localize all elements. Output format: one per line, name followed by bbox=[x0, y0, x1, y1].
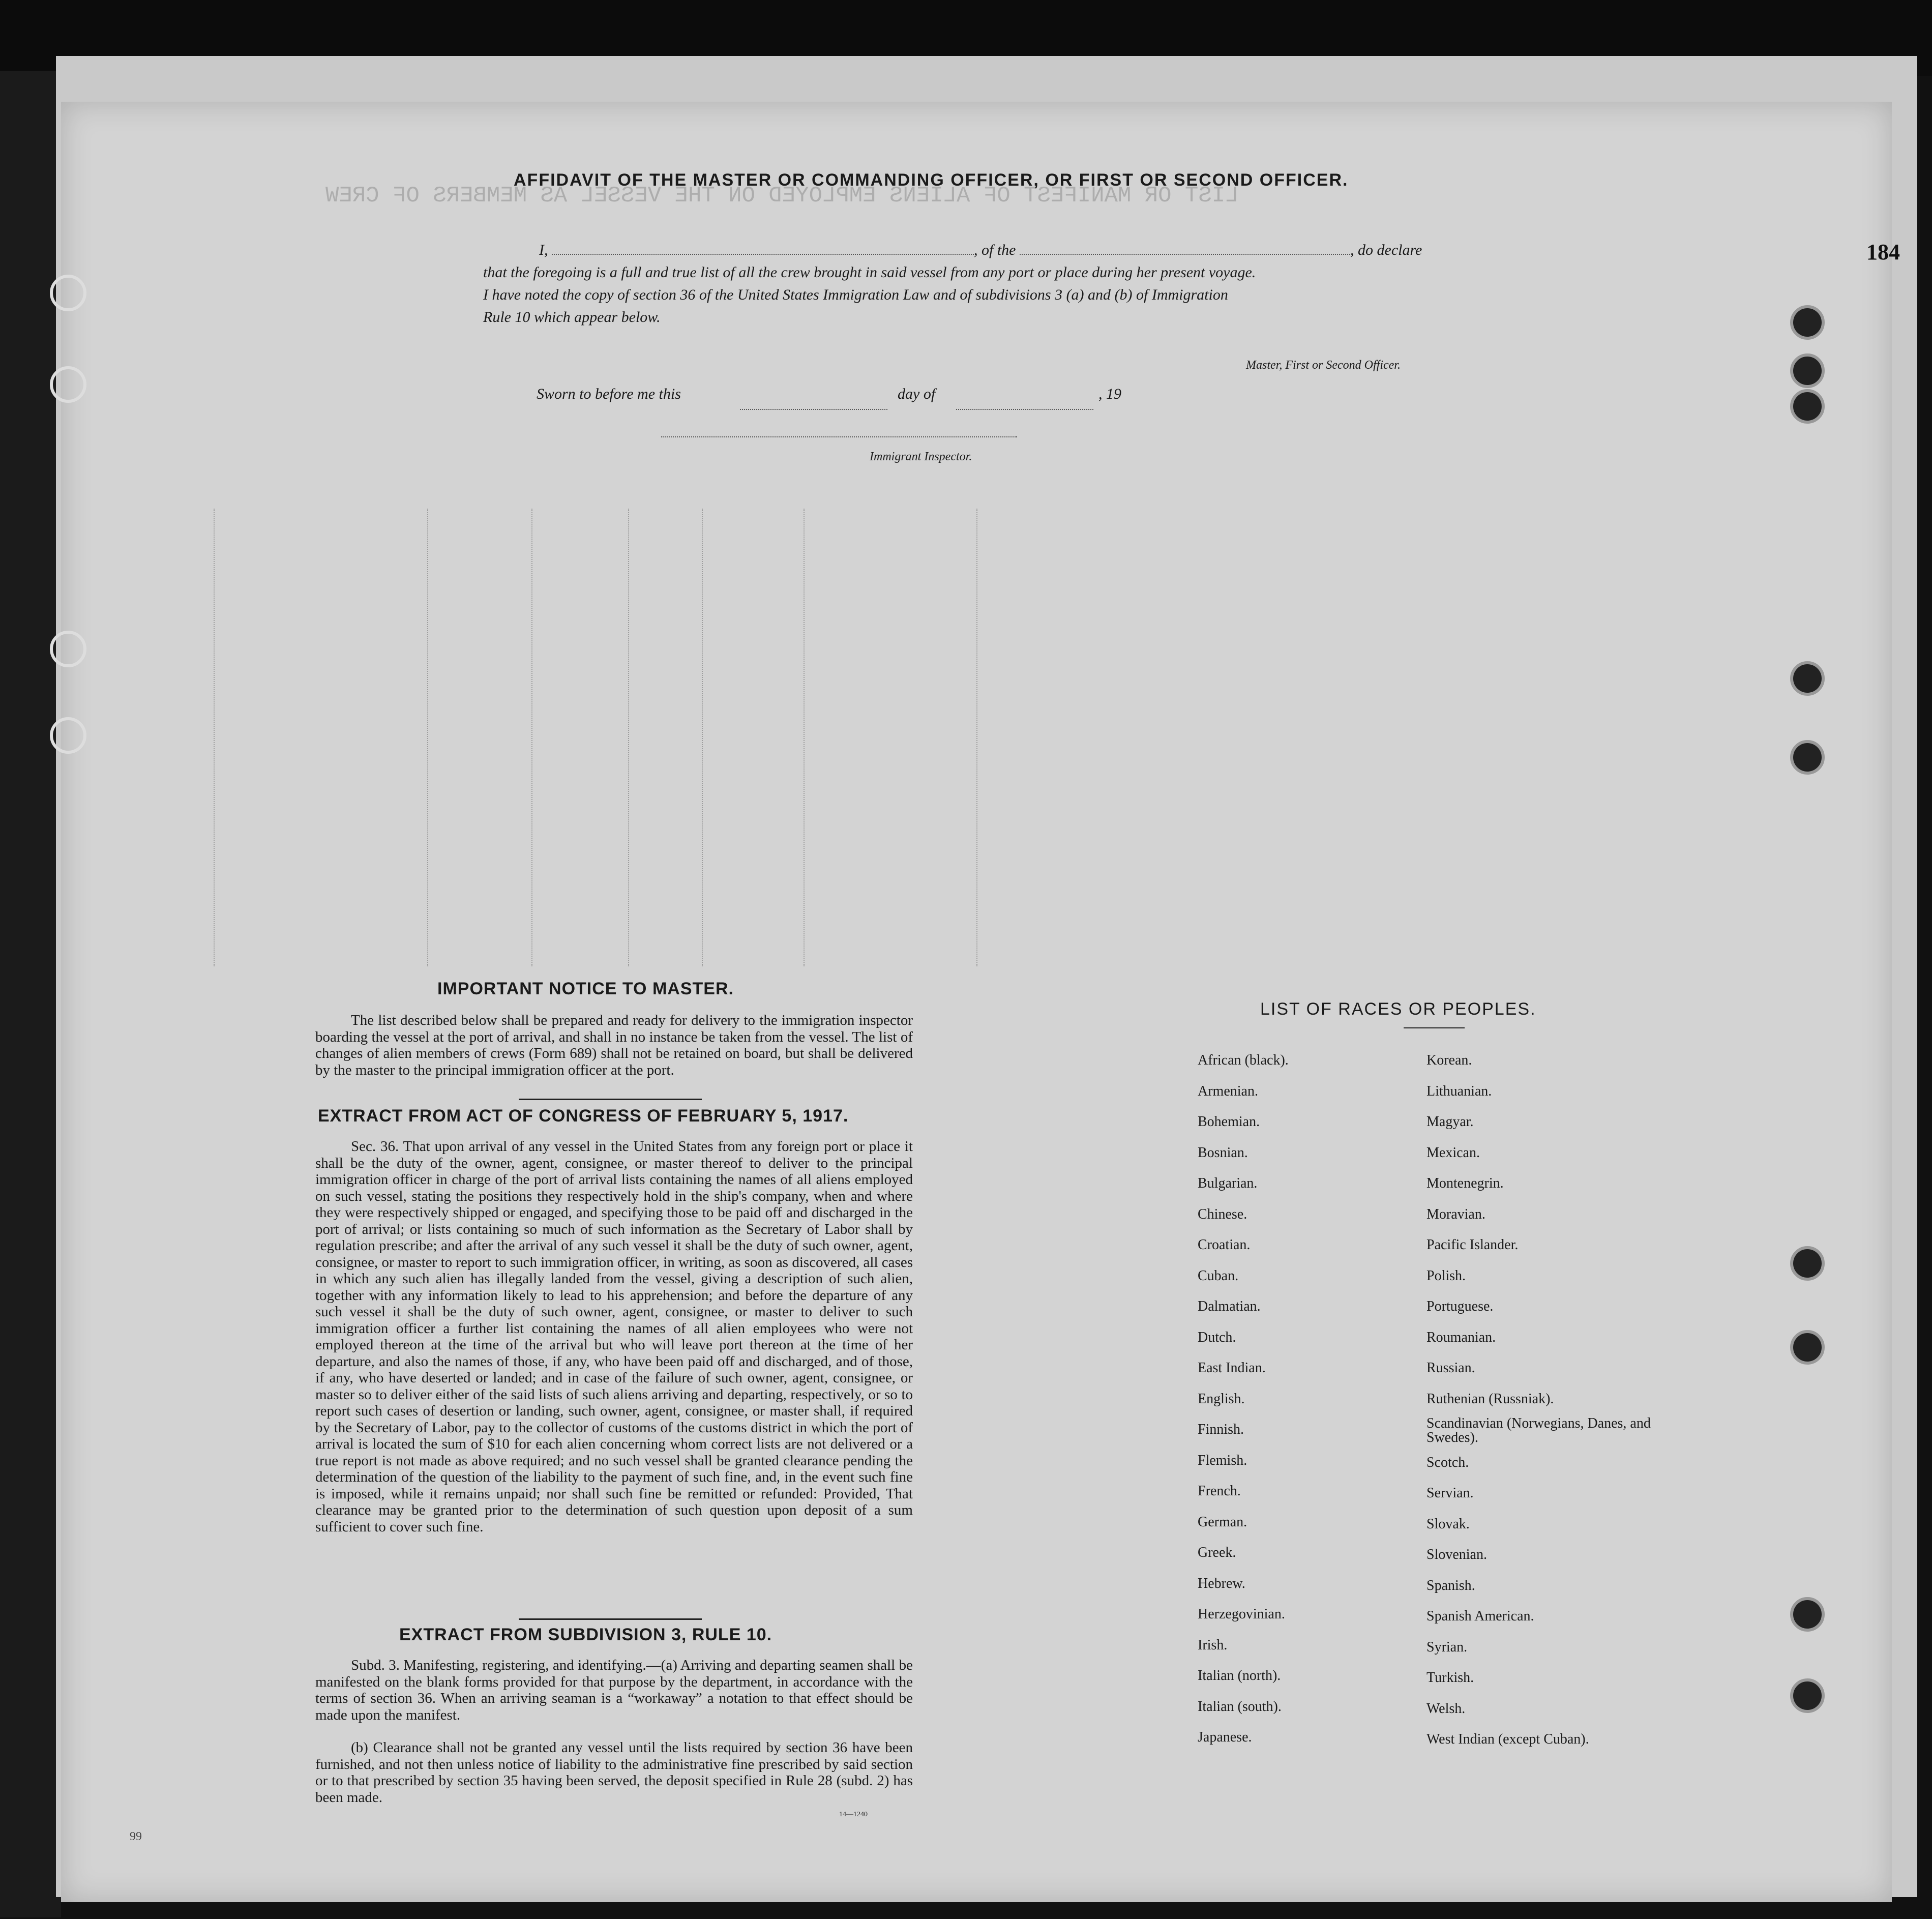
race-item: Scotch. bbox=[1426, 1454, 1469, 1470]
punch-hole bbox=[1790, 353, 1825, 388]
binder-hole bbox=[50, 366, 86, 403]
handwritten-mark: 99 bbox=[130, 1830, 142, 1843]
race-item: Chinese. bbox=[1198, 1206, 1247, 1222]
punch-hole bbox=[1790, 661, 1825, 696]
race-item: Spanish American. bbox=[1426, 1608, 1534, 1624]
race-item: Slovak. bbox=[1426, 1516, 1470, 1532]
bleed-through-text: LIST OR MANIFEST OF ALIENS EMPLOYED ON THE VESSEL AS MEMBERS OF CREW bbox=[325, 183, 1239, 209]
rule-extract-text-a: Subd. 3. Manifesting, registering, and identifying.—(a) Arriving and departing seamen shall be manifested on the blank forms provided for that purpose by the department, in accordance with the terms of section 36. When an arriving seaman is a “workaway” a notation to that effect should be made upon the manifest. bbox=[315, 1657, 913, 1723]
scan-left-edge bbox=[0, 71, 61, 1917]
races-left-column bbox=[1198, 1045, 1411, 1753]
race-item: Korean. bbox=[1426, 1052, 1472, 1068]
race-item: Scandinavian (Norwegians, Danes, and Swedes). bbox=[1426, 1415, 1651, 1445]
race-item: Russian. bbox=[1426, 1360, 1475, 1376]
race-item: English. bbox=[1198, 1391, 1245, 1407]
race-item: Roumanian. bbox=[1426, 1329, 1496, 1345]
section-divider bbox=[519, 1099, 702, 1100]
race-item: Finnish. bbox=[1198, 1422, 1244, 1437]
race-item: Italian (north). bbox=[1198, 1668, 1281, 1684]
day-of-text: day of bbox=[898, 386, 936, 402]
race-item: German. bbox=[1198, 1514, 1247, 1530]
sworn-text: Sworn to before me this bbox=[537, 386, 681, 402]
binder-hole bbox=[50, 275, 86, 311]
act-extract-title: EXTRACT FROM ACT OF CONGRESS OF FEBRUARY 5, 1917. bbox=[318, 1106, 849, 1126]
affidavit-of-the: , of the bbox=[974, 242, 1016, 258]
race-item: Lithuanian. bbox=[1426, 1083, 1492, 1099]
race-item: Slovenian. bbox=[1426, 1547, 1487, 1562]
race-item: West Indian (except Cuban). bbox=[1426, 1731, 1589, 1747]
race-item: Mexican. bbox=[1426, 1144, 1480, 1161]
race-item: Turkish. bbox=[1426, 1670, 1474, 1686]
punch-hole bbox=[1790, 1330, 1825, 1365]
race-item: Ruthenian (Russniak). bbox=[1426, 1391, 1554, 1407]
vessel-blank[interactable] bbox=[1020, 242, 1350, 255]
race-item: Bosnian. bbox=[1198, 1144, 1248, 1161]
section-divider bbox=[1404, 1027, 1465, 1028]
year-text: , 19 bbox=[1098, 386, 1121, 402]
page-number: 184 bbox=[1866, 240, 1900, 264]
name-blank[interactable] bbox=[552, 242, 974, 255]
bleed-through-rule bbox=[628, 509, 629, 966]
race-item: Croatian. bbox=[1198, 1237, 1251, 1253]
rule-extract-title: EXTRACT FROM SUBDIVISION 3, RULE 10. bbox=[399, 1625, 772, 1644]
month-blank[interactable] bbox=[956, 397, 1093, 410]
race-item: Spanish. bbox=[1426, 1577, 1475, 1593]
affidavit-declare: , do declare bbox=[1350, 242, 1422, 258]
day-blank[interactable] bbox=[740, 397, 887, 410]
act-extract-text: Sec. 36. That upon arrival of any vessel in the United States from any foreign port or place it shall be the duty of the owner, agent, consignee, or master thereof to deliver to the principal immigration officer in charge of the port of arrival lists containing the names of all aliens employed on such vessel, stating the positions they respectively hold in the ship's company, when and where they were respectively shipped or engaged, and specifying those to be paid off and discharged in the port of arrival; or lists containing so much of such information as the Secretary of Labor shall by regulation prescribe; and after the arrival of any such vessel it shall be the duty of such owner, agent, consignee, or master to report to such immigration officer, in writing, as soon as discovered, all cases in which any such alien has illegally landed from the vessel, giving a description of such alien, together with any information likely to lead to his apprehension; and before the departure of any such vessel it shall be the duty of such owner, agent, consignee, or master to deliver to such immigration officer a further list containing the names of all alien employees who were not employed thereon at the time of the arrival but who will leave port thereon at the time of her departure, and also the names of those, if any, who have been paid off and discharged, and of those, if any, who have deserted or landed; and in case of the failure of such owner, agent, consignee, or master so to deliver either of the said lists of such aliens arriving and departing, respectively, or so to report such cases of desertion or landing, such owner, agent, consignee, or master shall, if required by the Secretary of Labor, pay to the collector of customs of the customs district in which the port of arrival is located the sum of $10 for each alien concerning whom correct lists are not delivered or a true report is not made as above required; and no such vessel shall be granted clearance pending the determination of the question of the liability to the payment of such fine, and, in the event such fine is imposed, while it remains unpaid; nor shall such fine be remitted or refunded: Provided, That clearance may be granted prior to the determination of such question upon deposit of a sum sufficient to cover such fine. bbox=[315, 1138, 913, 1535]
race-item: Magyar. bbox=[1426, 1114, 1474, 1130]
bleed-through-rule bbox=[976, 509, 977, 966]
race-item: Greek. bbox=[1198, 1545, 1236, 1560]
races-right-column bbox=[1426, 1045, 1660, 1755]
race-item: Montenegrin. bbox=[1426, 1175, 1504, 1191]
punch-hole bbox=[1790, 1597, 1825, 1632]
binder-hole bbox=[50, 631, 86, 667]
section-divider bbox=[519, 1618, 702, 1620]
binder-hole bbox=[50, 717, 86, 754]
punch-hole bbox=[1790, 389, 1825, 424]
race-item: French. bbox=[1198, 1483, 1241, 1499]
master-signature-label: Master, First or Second Officer. bbox=[1246, 359, 1401, 372]
notice-title: IMPORTANT NOTICE TO MASTER. bbox=[437, 979, 734, 998]
rule-extract-text-b: (b) Clearance shall not be granted any vessel until the lists required by section 36 have been furnished, and not then unless notice of liability to the administrative fine prescribed by said section or to that prescribed by section 35 having been served, the deposit specified in Rule 28 (subd. 2) has been made. bbox=[315, 1739, 913, 1806]
race-item: Polish. bbox=[1426, 1267, 1466, 1284]
punch-hole bbox=[1790, 740, 1825, 775]
bleed-through-rule bbox=[531, 509, 532, 966]
race-item: African (black). bbox=[1198, 1052, 1289, 1068]
affidavit-text bbox=[483, 239, 1475, 329]
race-item: Pacific Islander. bbox=[1426, 1237, 1519, 1253]
race-item: Syrian. bbox=[1426, 1639, 1468, 1655]
race-item: Armenian. bbox=[1198, 1083, 1258, 1099]
race-item: Cuban. bbox=[1198, 1267, 1239, 1284]
race-item: Welsh. bbox=[1426, 1700, 1466, 1717]
inspector-signature-line[interactable] bbox=[661, 436, 1017, 437]
notice-text: The list described below shall be prepared and ready for delivery to the immigration inspector boarding the vessel at the port of arrival, and shall in no instance be taken from the vessel. The list of changes of alien members of crews (Form 689) shall not be retained on board, but shall be delivered by the master to the principal immigration officer at the port. bbox=[315, 1012, 913, 1078]
race-item: East Indian. bbox=[1198, 1360, 1266, 1376]
race-item: Japanese. bbox=[1198, 1729, 1252, 1745]
race-item: Irish. bbox=[1198, 1637, 1228, 1653]
race-item: Servian. bbox=[1426, 1485, 1474, 1501]
race-item: Bohemian. bbox=[1198, 1114, 1260, 1130]
bleed-through-rule bbox=[702, 509, 703, 966]
race-item: Dutch. bbox=[1198, 1329, 1236, 1345]
bleed-through-rule bbox=[214, 509, 215, 966]
bleed-through-rule bbox=[427, 509, 428, 966]
affidavit-title: AFFIDAVIT OF THE MASTER OR COMMANDING OFFICER, OR FIRST OR SECOND OFFICER. bbox=[514, 170, 1349, 190]
affidavit-i: I, bbox=[539, 242, 548, 258]
punch-hole bbox=[1790, 1246, 1825, 1281]
punch-hole bbox=[1790, 1678, 1825, 1713]
race-item: Hebrew. bbox=[1198, 1575, 1245, 1591]
punch-hole bbox=[1790, 305, 1825, 340]
affidavit-line-3: I have noted the copy of section 36 of the United States Immigration Law and of subdivisions 3 (a) and (b) of Immigration bbox=[483, 286, 1228, 303]
race-item: Italian (south). bbox=[1198, 1698, 1282, 1715]
affidavit-line-4: Rule 10 which appear below. bbox=[483, 309, 661, 326]
race-item: Portuguese. bbox=[1426, 1298, 1494, 1314]
race-item: Herzegovinian. bbox=[1198, 1606, 1285, 1622]
affidavit-line-2: that the foregoing is a full and true list of all the crew brought in said vessel from any port or place during her present voyage. bbox=[483, 264, 1256, 281]
races-title: LIST OF RACES OR PEOPLES. bbox=[1260, 999, 1536, 1019]
race-item: Moravian. bbox=[1426, 1206, 1485, 1222]
race-item: Flemish. bbox=[1198, 1452, 1247, 1468]
inspector-label: Immigrant Inspector. bbox=[870, 450, 972, 463]
race-item: Bulgarian. bbox=[1198, 1175, 1258, 1191]
bleed-through-rule bbox=[804, 509, 805, 966]
race-item: Dalmatian. bbox=[1198, 1298, 1261, 1314]
form-number: 14—1240 bbox=[839, 1811, 868, 1818]
